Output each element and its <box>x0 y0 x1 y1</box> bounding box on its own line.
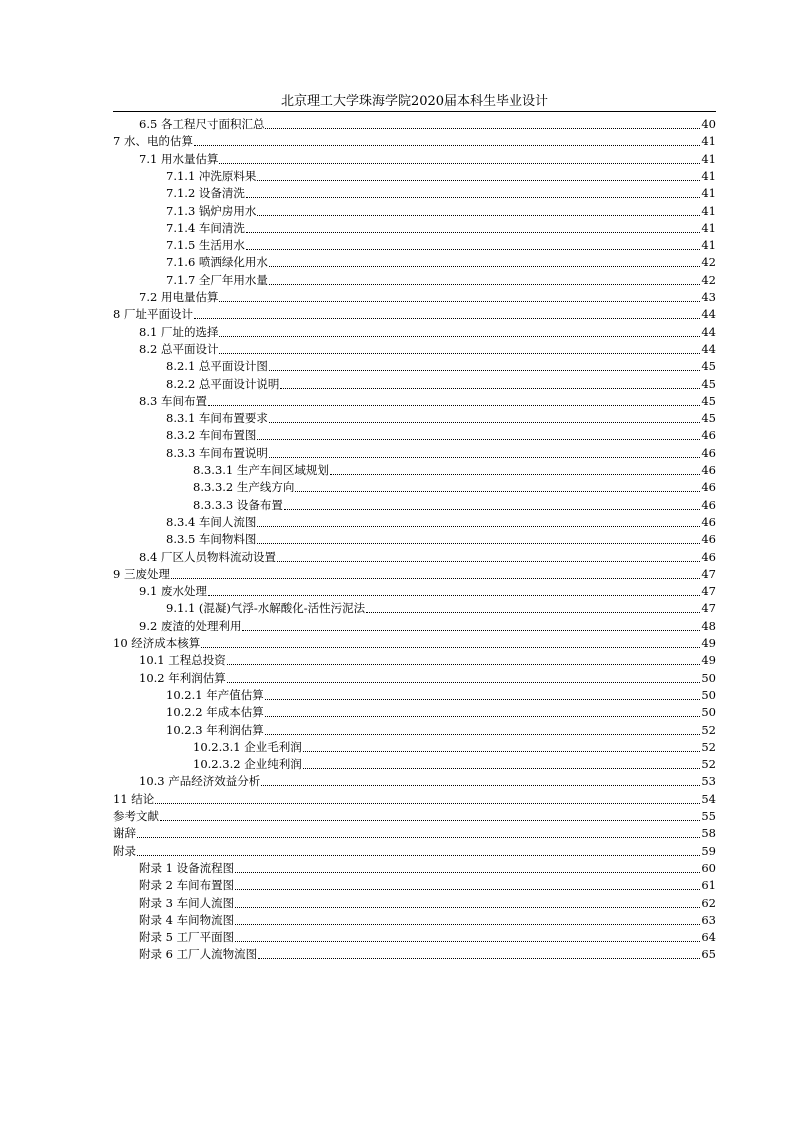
toc-entry-link[interactable] <box>193 739 716 756</box>
toc-dot-leader <box>227 663 701 665</box>
toc-dot-leader <box>227 681 701 683</box>
toc-page-number: 43 <box>701 290 716 304</box>
toc-entry-label: 9.1 废水处理 <box>139 584 207 599</box>
toc-row <box>0 739 793 756</box>
toc-entry-link[interactable] <box>139 929 716 946</box>
toc-dot-leader <box>265 733 701 735</box>
page-header <box>113 93 716 112</box>
toc-entry-label: 10.2.3 年利润估算 <box>166 722 264 737</box>
toc-row <box>0 393 793 410</box>
toc-page-number: 44 <box>701 307 716 322</box>
toc-entry-label: 8.3.3 车间布置说明 <box>166 445 268 460</box>
toc-dot-leader <box>235 940 700 942</box>
toc-entry-label: 10.2.3.1 企业毛利润 <box>193 739 302 754</box>
toc-row <box>0 237 793 254</box>
toc-entry-label: 附录 5 工厂平面图 <box>139 930 235 945</box>
toc-entry-label: 7.1.3 锅炉房用水 <box>166 203 257 218</box>
toc-page-number: 50 <box>701 670 716 685</box>
toc-page-number: 42 <box>701 255 716 270</box>
toc-entry-link[interactable] <box>139 324 716 341</box>
toc-entry-label: 9.1.1 (混凝)气浮-水解酸化-活性污泥法 <box>166 601 366 616</box>
toc-dot-leader <box>269 265 700 267</box>
toc-row <box>0 185 793 202</box>
toc-entry-label: 10.2 年利润估算 <box>139 670 226 685</box>
toc-entry-link[interactable] <box>166 203 716 220</box>
toc-page-number: 63 <box>701 912 716 927</box>
toc-page-number: 60 <box>701 860 716 875</box>
toc-entry-label: 9.2 废渣的处理利用 <box>139 618 242 633</box>
toc-entry-link[interactable] <box>139 618 716 635</box>
toc-dot-leader <box>257 214 700 216</box>
toc-row <box>0 895 793 912</box>
toc-entry-link[interactable] <box>166 358 716 375</box>
toc-page-number: 61 <box>701 878 716 893</box>
toc-entry-label: 9 三废处理 <box>113 566 170 581</box>
toc-page-number: 41 <box>701 134 716 149</box>
toc-row <box>0 514 793 531</box>
toc-row <box>0 946 793 963</box>
toc-entry-label: 附录 1 设备流程图 <box>139 860 235 875</box>
toc-entry-label: 8.3.3.2 生产线方向 <box>193 480 295 495</box>
toc-page-number: 44 <box>701 324 716 339</box>
toc-entry-label: 7.1.2 设备清洗 <box>166 186 245 201</box>
toc-entry-label: 附录 2 车间布置图 <box>139 878 235 893</box>
toc-row <box>0 825 793 842</box>
toc-page-number: 47 <box>701 566 716 581</box>
toc-entry-link[interactable] <box>139 116 716 133</box>
toc-dot-leader <box>257 542 700 544</box>
toc-page-number: 55 <box>701 809 716 823</box>
toc-dot-leader <box>137 854 700 856</box>
toc-page-number: 46 <box>701 549 716 564</box>
toc-entry-label: 8.3.2 车间布置图 <box>166 428 257 443</box>
toc-page-number: 59 <box>701 843 716 858</box>
toc-dot-leader <box>265 127 700 129</box>
toc-row <box>0 877 793 894</box>
toc-dot-leader <box>219 300 700 302</box>
toc-entry-link[interactable] <box>139 151 716 168</box>
toc-dot-leader <box>269 421 700 423</box>
toc-entry-link[interactable] <box>193 462 716 479</box>
toc-dot-leader <box>257 525 700 527</box>
toc-dot-leader <box>257 438 700 440</box>
toc-row <box>0 791 793 808</box>
toc-page-number: 50 <box>701 687 716 702</box>
toc-dot-leader <box>194 317 700 319</box>
toc-page-number: 46 <box>701 445 716 460</box>
toc-dot-leader <box>155 802 700 804</box>
toc-entry-label: 7.2 用电量估算 <box>139 290 219 304</box>
toc-dot-leader <box>208 594 700 596</box>
toc-row <box>0 168 793 185</box>
toc-page-number: 41 <box>701 203 716 218</box>
toc-entry-link[interactable] <box>166 514 716 531</box>
toc-entry-label: 7.1.5 生活用水 <box>166 238 245 253</box>
toc-page-number: 65 <box>701 947 716 962</box>
toc-page-number: 47 <box>701 601 716 616</box>
toc-row <box>0 549 793 566</box>
toc-dot-leader <box>284 508 700 510</box>
toc-page-number: 42 <box>701 272 716 287</box>
toc-page-number: 41 <box>701 238 716 253</box>
toc-dot-leader <box>261 784 700 786</box>
toc-page-number: 46 <box>701 463 716 477</box>
toc-entry-link[interactable] <box>113 566 716 583</box>
toc-page-number: 64 <box>701 930 716 945</box>
toc-dot-leader <box>242 629 700 631</box>
toc-row <box>0 324 793 341</box>
toc-entry-link[interactable] <box>166 376 716 393</box>
toc-page-number: 49 <box>701 636 716 650</box>
toc-dot-leader <box>246 231 700 233</box>
toc-page-number: 47 <box>701 584 716 599</box>
toc-dot-leader <box>303 767 701 769</box>
toc-dot-leader <box>246 248 700 250</box>
toc-entry-link[interactable] <box>166 220 716 237</box>
toc-entry-link[interactable] <box>193 497 716 514</box>
toc-page-number: 50 <box>701 705 716 720</box>
toc-entry-link[interactable] <box>166 687 716 704</box>
toc-entry-label: 7.1.4 车间清洗 <box>166 220 245 235</box>
toc-row <box>0 445 793 462</box>
toc-dot-leader <box>194 144 700 146</box>
toc-dot-leader <box>171 577 700 579</box>
toc-entry-link[interactable] <box>113 306 716 323</box>
toc-entry-link[interactable] <box>166 600 716 617</box>
toc-row <box>0 341 793 358</box>
toc-page-number: 41 <box>701 168 716 183</box>
toc-row <box>0 618 793 635</box>
toc-page-number: 45 <box>701 411 716 426</box>
toc-row <box>0 220 793 237</box>
toc-entry-label: 10.2.3.2 企业纯利润 <box>193 757 302 772</box>
toc-dot-leader <box>235 923 700 925</box>
toc-dot-leader <box>277 560 700 562</box>
toc-dot-leader <box>219 162 700 164</box>
toc-row <box>0 272 793 289</box>
toc-row <box>0 860 793 877</box>
toc-dot-leader <box>235 888 700 890</box>
toc-row <box>0 722 793 739</box>
toc-entry-label: 8.3.3.3 设备布置 <box>193 497 283 512</box>
toc-dot-leader <box>265 698 701 700</box>
toc-page-number: 41 <box>701 220 716 235</box>
toc-page-number: 46 <box>701 428 716 443</box>
toc-page-number: 49 <box>701 653 716 668</box>
toc-entry-label: 7.1.6 喷洒绿化用水 <box>166 255 268 270</box>
toc-entry-link[interactable] <box>113 133 716 150</box>
toc-entry-label: 7.1 用水量估算 <box>139 151 219 166</box>
toc-page-number: 46 <box>701 532 716 547</box>
toc-entry-link[interactable] <box>193 756 716 773</box>
toc-row <box>0 427 793 444</box>
toc-entry-label: 附录 6 工厂人流物流图 <box>139 947 258 962</box>
toc-dot-leader <box>160 819 700 821</box>
toc-entry-link[interactable] <box>166 427 716 444</box>
toc-entry-link[interactable] <box>166 445 716 462</box>
toc-entry-link[interactable] <box>166 531 716 548</box>
toc-entry-link[interactable] <box>166 272 716 289</box>
toc-page-number: 46 <box>701 480 716 495</box>
toc-dot-leader <box>303 750 701 752</box>
toc-row <box>0 635 793 652</box>
toc-page-number: 53 <box>701 774 716 789</box>
toc-row <box>0 912 793 929</box>
toc-entry-label: 谢辞 <box>113 826 136 841</box>
toc-row <box>0 410 793 427</box>
toc-dot-leader <box>330 473 700 475</box>
toc-entry-label: 8.2.2 总平面设计说明 <box>166 376 280 391</box>
toc-entry-label: 7 水、电的估算 <box>113 134 193 149</box>
toc-entry-label: 附录 3 车间人流图 <box>139 895 235 910</box>
toc-row <box>0 531 793 548</box>
header-title: 北京理工大学珠海学院2020届本科生毕业设计 <box>280 94 549 109</box>
toc-entry-label: 8 厂址平面设计 <box>113 307 193 322</box>
toc-entry-link[interactable] <box>139 549 716 566</box>
toc-dot-leader <box>201 646 700 648</box>
toc-entry-link[interactable] <box>166 185 716 202</box>
toc-row <box>0 497 793 514</box>
toc-row <box>0 566 793 583</box>
toc-page-number: 45 <box>701 376 716 391</box>
toc-row <box>0 358 793 375</box>
toc-entry-link[interactable] <box>139 583 716 600</box>
toc-entry-link[interactable] <box>166 254 716 271</box>
toc-entry-label: 8.2 总平面设计 <box>139 341 219 356</box>
toc-row <box>0 773 793 790</box>
toc-entry-label: 7.1.7 全厂年用水量 <box>166 272 268 287</box>
toc-page-number: 40 <box>701 117 716 131</box>
toc-entry-link[interactable] <box>113 791 716 808</box>
toc-entry-label: 8.3.3.1 生产车间区域规划 <box>193 463 329 477</box>
toc-row <box>0 462 793 479</box>
toc-page-number: 45 <box>701 359 716 374</box>
toc-dot-leader <box>219 335 700 337</box>
toc-dot-leader <box>235 906 700 908</box>
toc-row <box>0 808 793 825</box>
toc-dot-leader <box>269 456 700 458</box>
toc-dot-leader <box>258 957 700 959</box>
toc-entry-link[interactable] <box>113 825 716 842</box>
toc-entry-link[interactable] <box>113 635 716 652</box>
toc-row <box>0 687 793 704</box>
toc-dot-leader <box>280 387 700 389</box>
toc-page-number: 52 <box>701 757 716 772</box>
toc-entry-link[interactable] <box>139 393 716 410</box>
toc-row <box>0 116 793 133</box>
toc-entry-label: 参考文献 <box>113 809 159 823</box>
toc-page-number: 46 <box>701 497 716 512</box>
toc-row <box>0 306 793 323</box>
toc-row <box>0 289 793 306</box>
toc-row <box>0 254 793 271</box>
toc-row <box>0 929 793 946</box>
toc-page-number: 52 <box>701 722 716 737</box>
toc-entry-link[interactable] <box>166 237 716 254</box>
toc-page-number: 45 <box>701 393 716 408</box>
toc-dot-leader <box>246 196 700 198</box>
toc-entry-label: 8.1 厂址的选择 <box>139 324 219 339</box>
toc-entry-label: 8.2.1 总平面设计图 <box>166 359 268 374</box>
toc-page-number: 62 <box>701 895 716 910</box>
toc-page-number: 41 <box>701 151 716 166</box>
toc-entry-label: 8.3.5 车间物料图 <box>166 532 257 547</box>
toc-entry-link[interactable] <box>139 289 716 306</box>
toc-row <box>0 479 793 496</box>
toc-entry-label: 6.5 各工程尺寸面积汇总 <box>139 117 265 131</box>
toc-page-number: 46 <box>701 514 716 529</box>
toc-entry-link[interactable] <box>113 843 716 860</box>
toc-entry-label: 10.1 工程总投资 <box>139 653 226 668</box>
toc-row <box>0 652 793 669</box>
toc-entry-link[interactable] <box>139 912 716 929</box>
toc-row <box>0 203 793 220</box>
toc-row <box>0 843 793 860</box>
toc-entry-label: 附录 4 车间物流图 <box>139 912 235 927</box>
toc-entry-label: 8.3.1 车间布置要求 <box>166 411 268 426</box>
toc-row <box>0 600 793 617</box>
toc-entry-link[interactable] <box>139 946 716 963</box>
toc-page-number: 41 <box>701 186 716 201</box>
toc-entry-label: 附录 <box>113 843 136 858</box>
toc-entry-label: 10 经济成本核算 <box>113 636 201 650</box>
toc-dot-leader <box>295 490 700 492</box>
toc-entry-link[interactable] <box>139 652 716 669</box>
toc-entry-label: 8.4 厂区人员物料流动设置 <box>139 549 276 564</box>
toc-dot-leader <box>137 836 700 838</box>
toc-entry-label: 10.3 产品经济效益分析 <box>139 774 261 789</box>
toc-page-number: 54 <box>701 791 716 806</box>
toc-entry-link[interactable] <box>139 341 716 358</box>
toc-entry-link[interactable] <box>113 808 716 825</box>
toc-row <box>0 756 793 773</box>
toc-row <box>0 376 793 393</box>
toc-entry-link[interactable] <box>139 670 716 687</box>
toc-row <box>0 704 793 721</box>
toc-row <box>0 133 793 150</box>
toc-page-number: 52 <box>701 739 716 754</box>
toc-entry-label: 8.3.4 车间人流图 <box>166 514 257 529</box>
toc-entry-link[interactable] <box>139 860 716 877</box>
toc-dot-leader <box>208 404 700 406</box>
toc-dot-leader <box>269 369 700 371</box>
toc-entry-label: 7.1.1 冲洗原料果 <box>166 168 257 183</box>
toc-entry-label: 10.2.1 年产值估算 <box>166 687 264 702</box>
toc-entry-link[interactable] <box>139 773 716 790</box>
toc-dot-leader <box>257 179 700 181</box>
toc-row <box>0 151 793 168</box>
toc-entry-link[interactable] <box>139 895 716 912</box>
toc-dot-leader <box>235 871 700 873</box>
toc-page-number: 48 <box>701 618 716 633</box>
toc-entry-link[interactable] <box>166 722 716 739</box>
toc-entry-link[interactable] <box>166 704 716 721</box>
toc-row <box>0 670 793 687</box>
toc-entry-link[interactable] <box>193 479 716 496</box>
toc-page-number: 44 <box>701 341 716 356</box>
toc-entry-link[interactable] <box>166 168 716 185</box>
toc-dot-leader <box>366 611 700 613</box>
toc-page-number: 58 <box>701 826 716 841</box>
toc-dot-leader <box>219 352 700 354</box>
toc-row <box>0 583 793 600</box>
toc-entry-label: 8.3 车间布置 <box>139 393 207 408</box>
toc-entry-label: 10.2.2 年成本估算 <box>166 705 264 720</box>
toc-entry-label: 11 结论 <box>113 791 155 806</box>
toc-dot-leader <box>265 715 701 717</box>
toc-dot-leader <box>269 283 700 285</box>
toc-entry-link[interactable] <box>139 877 716 894</box>
toc-entry-link[interactable] <box>166 410 716 427</box>
